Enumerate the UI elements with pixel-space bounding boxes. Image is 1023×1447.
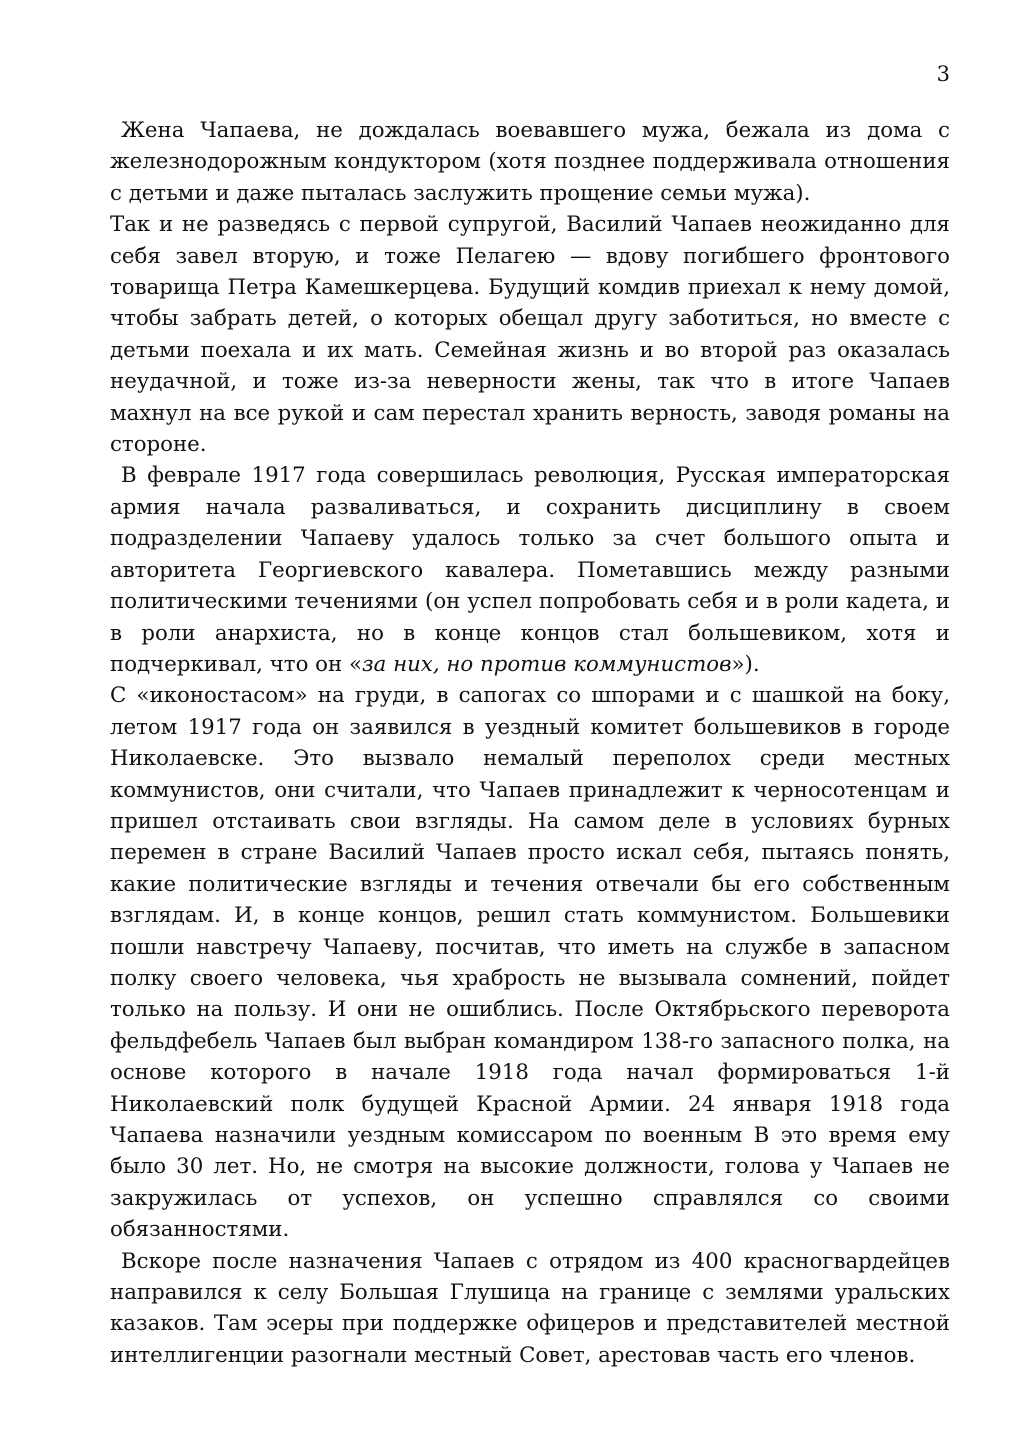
paragraph-5 (110, 1246, 950, 1372)
paragraph-2-text: Так и не разведясь с первой супругой, Василий Чапаев неожиданно для себя завел вторую, и тоже Пелагею — вдову погибшего фронтового товарища Петра Камешкерцева. Будущий комдив приехал к нему домой, чтобы забрать детей, о которых обещал другу заботиться, но вместе с детьми поехала и их мать. Семейная жизнь и во второй раз оказалась неудачной, и тоже из-за неверности жены, так что в итоге Чапаев махнул на все рукой и сам перестал хранить верность, заводя романы на стороне. (110, 212, 950, 458)
paragraph-3-quote: за них, но против коммунистов (361, 651, 732, 677)
paragraph-3-text-end: »). (731, 651, 760, 677)
paragraph-1 (110, 115, 950, 209)
paragraph-1-text: Жена Чапаева, не дождалась воевавшего мужа, бежала из дома с железнодорожным кондуктором (хотя позднее поддерживала отношения с детьми и даже пыталась заслужить прощение семьи мужа). (110, 118, 950, 206)
paragraph-4 (110, 680, 950, 1245)
document-body (110, 115, 950, 1371)
paragraph-5-text: Вскоре после назначения Чапаев с отрядом из 400 красногвардейцев направился к селу Большая Глушица на границе с землями уральских казаков. Там эсеры при поддержке офицеров и представителей местной интеллигенции разогнали местный Совет, арестовав часть его членов. (110, 1248, 950, 1368)
paragraph-3 (110, 460, 950, 680)
paragraph-3-text: В феврале 1917 года совершилась революция, Русская императорская армия начала разваливаться, и сохранить дисциплину в своем подразделении Чапаеву удалось только за счет большого опыта и авторитета Георгиевского кавалера. Пометавшись между разными политическими течениями (он успел попробовать себя и в роли кадета, и в роли анархиста, но в конце концов стал большевиком, хотя и подчеркивал, что он « (110, 463, 950, 677)
page-number: 3 (936, 62, 950, 86)
paragraph-4-text: С «иконостасом» на груди, в сапогах со шпорами и с шашкой на боку, летом 1917 года он заявился в уездный комитет большевиков в городе Николаевске. Это вызвало немалый переполох среди местных коммунистов, они считали, что Чапаев принадлежит к черносотенцам и пришел отстаивать свои взгляды. На самом деле в условиях бурных перемен в стране Василий Чапаев просто искал себя, пытаясь понять, какие политические взгляды и течения отвечали бы его собственным взглядам. И, в конце концов, решил стать коммунистом. Большевики пошли навстречу Чапаеву, посчитав, что иметь на службе в запасном полку своего человека, чья храбрость не вызывала сомнений, пойдет только на пользу. И они не ошиблись. После Октябрьского переворота фельдфебель Чапаев был выбран командиром 138-го запасного полка, на основе которого в начале 1918 года начал формироваться 1-й Николаевский полк будущей Красной Армии. 24 января 1918 года Чапаева назначили уездным комиссаром по военным В это время ему было 30 лет. Но, не смотря на высокие должности, голова у Чапаев не закружилась от успехов, он успешно справлялся со своими обязанностями. (110, 683, 950, 1243)
paragraph-2 (110, 209, 950, 460)
